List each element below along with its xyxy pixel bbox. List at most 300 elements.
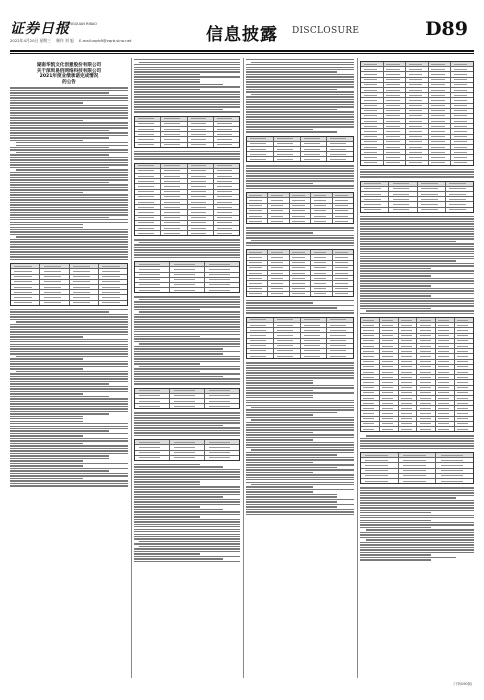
table-cell (214, 226, 239, 230)
table-cell (40, 295, 69, 299)
table-cell (247, 255, 268, 259)
table-cell (361, 140, 384, 144)
table-cell (135, 143, 161, 147)
table-cell (11, 295, 40, 299)
table-cell (361, 417, 380, 421)
table-cell (406, 62, 429, 66)
text-line (134, 304, 240, 305)
text-line (134, 536, 240, 537)
text-line (134, 501, 240, 502)
text-line (10, 418, 83, 419)
text-line (134, 373, 240, 374)
text-line (10, 219, 128, 220)
text-line (134, 538, 240, 539)
table-cell (399, 401, 418, 405)
table-cell (361, 328, 380, 332)
table-cell (361, 406, 380, 410)
table-cell (214, 117, 239, 121)
table-cell (384, 161, 407, 165)
text-line (134, 358, 240, 359)
table-cell (170, 288, 205, 292)
text-line (10, 376, 128, 377)
data-table (360, 61, 474, 166)
text-line (10, 222, 128, 223)
table-cell (205, 451, 239, 455)
table-cell (327, 318, 353, 322)
table-cell (361, 365, 380, 369)
text-line (10, 309, 128, 310)
table-cell (361, 463, 399, 467)
table-cell (380, 318, 399, 322)
text-line (10, 334, 128, 335)
table-cell (135, 267, 170, 271)
table-cell (301, 142, 328, 146)
text-line (10, 102, 83, 103)
text-line (246, 402, 354, 403)
text-block (134, 239, 240, 258)
text-line (360, 520, 431, 521)
text-line (134, 484, 200, 485)
text-line (10, 363, 128, 364)
text-line (246, 365, 354, 366)
table-cell (214, 164, 239, 168)
table-cell (247, 333, 274, 337)
text-line (251, 484, 354, 485)
table-cell (327, 157, 353, 161)
table-cell (380, 422, 399, 426)
text-line (139, 541, 240, 542)
table-cell (268, 287, 289, 291)
table-cell (451, 72, 473, 76)
table-cell (188, 127, 214, 131)
table-cell (380, 401, 399, 405)
table-cell (247, 344, 274, 348)
text-line (10, 110, 128, 111)
text-line (10, 159, 128, 160)
table-cell (384, 155, 407, 159)
text-line (246, 116, 354, 117)
text-line (134, 551, 240, 552)
text-line (134, 526, 240, 527)
table-cell (161, 200, 187, 204)
table-cell (247, 204, 268, 208)
table-cell (451, 104, 473, 108)
text-line (134, 329, 240, 330)
text-line (10, 92, 109, 93)
table-cell (446, 192, 473, 196)
text-line (134, 71, 240, 72)
table-cell (418, 197, 446, 201)
table-cell (268, 281, 289, 285)
data-table (246, 249, 354, 297)
table-cell (455, 370, 473, 374)
issue-date: 2022年4月20日 星期三 (10, 38, 51, 43)
data-table (134, 261, 240, 293)
text-line (360, 236, 474, 237)
table-cell (135, 132, 161, 136)
text-line (246, 79, 354, 80)
table-row (135, 231, 239, 235)
table-cell (268, 198, 289, 202)
table-cell (399, 354, 418, 358)
table-cell (436, 323, 455, 327)
table-cell (135, 200, 161, 204)
text-line (251, 94, 354, 95)
table-cell (384, 93, 407, 97)
text-line (246, 185, 354, 186)
table-cell (135, 169, 161, 173)
table-cell (384, 135, 407, 139)
table-cell (361, 124, 384, 128)
text-line (134, 314, 240, 315)
text-line (360, 283, 474, 284)
text-line (246, 491, 313, 492)
text-line (10, 256, 128, 257)
text-line (10, 212, 128, 213)
table-row (11, 301, 127, 305)
column-1 (10, 58, 128, 678)
table-cell (451, 161, 473, 165)
table-cell (290, 276, 311, 280)
table-cell (214, 169, 239, 173)
table-cell (455, 375, 473, 379)
text-line (246, 427, 354, 428)
masthead-rule (10, 50, 474, 52)
table-cell (188, 174, 214, 178)
table-cell (417, 339, 436, 343)
text-block (360, 435, 474, 449)
table-cell (436, 365, 455, 369)
text-line (134, 94, 240, 95)
data-table (10, 263, 128, 306)
text-line (10, 117, 128, 118)
text-line (10, 329, 128, 330)
text-line (246, 434, 354, 435)
text-line (246, 380, 313, 381)
table-cell (161, 137, 187, 141)
text-line (360, 500, 474, 501)
table-cell (188, 216, 214, 220)
table-cell (327, 344, 353, 348)
table-row (135, 404, 239, 408)
text-line (134, 356, 240, 357)
table-cell (135, 394, 170, 398)
text-line (246, 392, 354, 393)
table-cell (327, 333, 353, 337)
table-cell (214, 200, 239, 204)
text-line (360, 171, 474, 172)
text-line (360, 537, 474, 538)
table-cell (274, 142, 301, 146)
table-cell (311, 219, 332, 223)
table-cell (436, 479, 473, 483)
text-line (246, 459, 354, 460)
table-row (135, 143, 239, 147)
table-cell (380, 334, 399, 338)
table-cell (429, 78, 452, 82)
text-line (246, 124, 354, 125)
text-line (246, 307, 337, 308)
table-cell (406, 98, 429, 102)
table-cell (205, 440, 239, 444)
table-cell (274, 152, 301, 156)
table-cell (268, 250, 289, 254)
table-cell (70, 269, 99, 273)
table-row (135, 456, 239, 460)
text-line (246, 457, 354, 458)
table-cell (417, 380, 436, 384)
text-line (246, 429, 354, 430)
text-line (246, 499, 354, 500)
text-line (134, 86, 240, 87)
table-cell (361, 386, 380, 390)
text-line (246, 104, 354, 105)
text-line (10, 316, 128, 317)
text-line (134, 486, 240, 487)
text-line (10, 127, 128, 128)
text-line (246, 437, 354, 438)
table-cell (327, 339, 353, 343)
text-line (134, 464, 200, 465)
text-line (10, 401, 128, 402)
text-line (10, 231, 128, 232)
text-line (366, 435, 474, 436)
text-line (10, 95, 128, 96)
table-cell (436, 458, 473, 462)
table-cell (380, 354, 399, 358)
table-cell (40, 301, 69, 305)
text-line (10, 167, 109, 168)
table-cell (389, 187, 417, 191)
masthead-rule-thin (10, 53, 474, 54)
table-cell (290, 292, 311, 296)
table-cell (247, 193, 268, 197)
table-cell (361, 98, 384, 102)
text-line (246, 129, 313, 130)
table-cell (333, 261, 353, 265)
text-line (246, 422, 354, 423)
text-line (246, 511, 354, 512)
table-cell (406, 104, 429, 108)
table-cell (135, 184, 161, 188)
table-cell (399, 370, 418, 374)
text-line (360, 278, 474, 279)
table-cell (446, 208, 473, 212)
table-cell (361, 88, 384, 92)
text-line (139, 546, 240, 547)
text-line (10, 465, 83, 466)
text-line (10, 164, 128, 165)
table-cell (247, 323, 274, 327)
text-line (10, 311, 109, 312)
table-cell (406, 124, 429, 128)
text-line (16, 371, 128, 372)
table-cell (170, 283, 205, 287)
table-cell (361, 396, 380, 400)
text-line (10, 423, 128, 424)
table-cell (170, 404, 205, 408)
table-cell (11, 269, 40, 273)
text-line (139, 299, 240, 300)
text-line (10, 112, 128, 113)
table-cell (333, 266, 353, 270)
text-line (246, 462, 313, 463)
text-line (246, 91, 354, 92)
table-cell (451, 109, 473, 113)
text-line (360, 542, 474, 543)
text-line (246, 474, 354, 475)
text-line (134, 524, 240, 525)
table-cell (455, 339, 473, 343)
table-cell (455, 411, 473, 415)
table-cell (188, 143, 214, 147)
table-cell (268, 261, 289, 265)
text-line (360, 258, 474, 259)
table-cell (214, 195, 239, 199)
table-cell (214, 216, 239, 220)
text-line (360, 228, 474, 229)
text-line (360, 176, 474, 177)
table-cell (361, 453, 399, 457)
table-cell (361, 427, 380, 431)
text-line (246, 472, 313, 473)
table-cell (361, 334, 380, 338)
table-cell (361, 67, 384, 71)
table-cell (135, 283, 170, 287)
text-line (10, 378, 128, 379)
text-line (10, 485, 128, 486)
text-line (246, 382, 313, 383)
text-line (10, 244, 128, 245)
table-cell (417, 318, 436, 322)
text-line (10, 249, 128, 250)
table-cell (135, 389, 170, 393)
text-line (360, 268, 431, 269)
text-block (134, 464, 240, 562)
text-line (360, 300, 474, 301)
text-line (10, 453, 128, 454)
text-line (246, 509, 354, 510)
table-cell (311, 250, 332, 254)
text-line (134, 412, 240, 413)
table-cell (247, 339, 274, 343)
table-cell (417, 334, 436, 338)
text-line (134, 109, 223, 110)
text-line (246, 67, 354, 68)
text-line (16, 142, 128, 143)
table-cell (361, 182, 389, 186)
text-line (139, 366, 240, 367)
table-cell (135, 164, 161, 168)
table-cell (311, 204, 332, 208)
table-cell (274, 318, 301, 322)
text-line (134, 363, 200, 364)
text-line (360, 270, 474, 271)
text-line (360, 216, 474, 217)
table-cell (99, 295, 127, 299)
text-line (10, 125, 128, 126)
text-line (10, 455, 109, 456)
text-line (10, 336, 83, 337)
text-line (10, 358, 83, 359)
text-line (10, 184, 128, 185)
table-cell (429, 140, 452, 144)
text-line (16, 152, 128, 153)
table-cell (135, 226, 161, 230)
table-cell (327, 147, 353, 151)
table-cell (446, 202, 473, 206)
table-cell (301, 354, 328, 358)
page-number: D89 (425, 18, 468, 40)
text-line (246, 387, 354, 388)
table-cell (399, 365, 418, 369)
table-cell (380, 386, 399, 390)
table-cell (170, 399, 205, 403)
text-line (360, 552, 474, 553)
text-line (134, 309, 200, 310)
text-line (134, 158, 240, 159)
text-line (16, 145, 128, 146)
table-cell (274, 349, 301, 353)
text-line (360, 241, 456, 242)
text-line (10, 147, 109, 148)
table-cell (406, 140, 429, 144)
text-line (10, 344, 128, 345)
headline-line: 的公告 (62, 79, 76, 85)
text-line (246, 101, 354, 102)
table-cell (311, 193, 332, 197)
text-line (360, 305, 474, 306)
text-line (10, 403, 128, 404)
text-line (10, 132, 128, 133)
table-cell (170, 267, 205, 271)
table-cell (135, 288, 170, 292)
table-cell (417, 411, 436, 415)
table-cell (455, 323, 473, 327)
text-line (134, 489, 240, 490)
text-line (134, 435, 240, 436)
table-cell (399, 422, 418, 426)
data-table (134, 163, 240, 237)
table-cell (455, 354, 473, 358)
text-line (246, 501, 337, 502)
text-line (134, 511, 240, 512)
text-line (10, 251, 128, 252)
table-cell (274, 344, 301, 348)
issue-email: E-mail:zqrb9@zqrb.sina.net (78, 38, 132, 43)
table-cell (406, 72, 429, 76)
text-line (246, 99, 354, 100)
text-line (134, 491, 240, 492)
table-cell (170, 262, 205, 266)
text-line (246, 397, 313, 398)
table-cell (301, 333, 328, 337)
text-line (10, 162, 128, 163)
text-line (360, 233, 474, 234)
text-line (246, 242, 354, 243)
table-cell (429, 135, 452, 139)
text-line (134, 244, 240, 245)
table-cell (361, 323, 380, 327)
text-line (134, 239, 240, 240)
text-line (246, 409, 354, 410)
text-line (134, 479, 240, 480)
table-cell (301, 328, 328, 332)
text-line (134, 99, 240, 100)
table-cell (429, 155, 452, 159)
text-line (10, 234, 128, 235)
table-cell (161, 174, 187, 178)
